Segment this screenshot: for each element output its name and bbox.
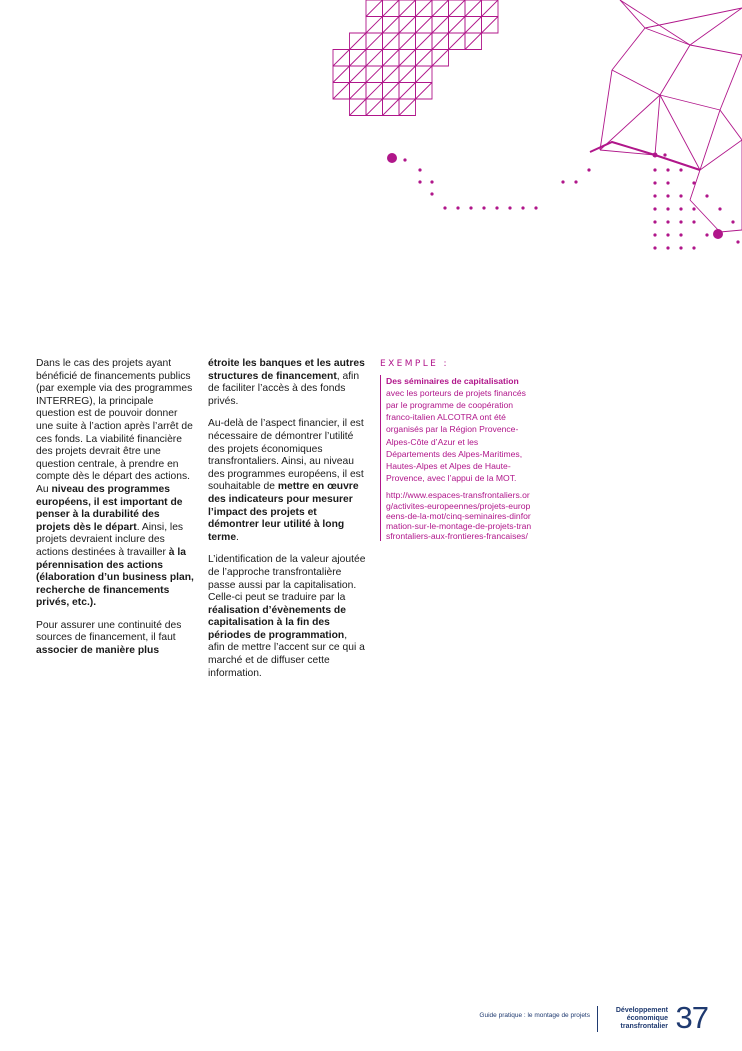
pattern-dot bbox=[653, 233, 656, 236]
network-edge bbox=[690, 200, 720, 232]
network-edge bbox=[612, 28, 645, 70]
pattern-dot bbox=[443, 206, 446, 209]
pattern-dot bbox=[653, 181, 656, 184]
pattern-dot bbox=[713, 229, 723, 239]
footer-divider bbox=[597, 1006, 598, 1032]
network-edge bbox=[690, 170, 700, 200]
pattern-dot bbox=[561, 180, 564, 183]
pattern-dot bbox=[705, 194, 708, 197]
pattern-dot bbox=[666, 220, 669, 223]
grid-triangle bbox=[350, 99, 367, 116]
grid-triangle bbox=[383, 50, 400, 67]
pattern-dot bbox=[692, 181, 695, 184]
grid-triangle bbox=[350, 83, 367, 100]
decorative-geometric-pattern bbox=[0, 0, 742, 280]
pattern-dot bbox=[418, 168, 421, 171]
network-edge bbox=[720, 55, 742, 110]
example-title: EXEMPLE : bbox=[380, 359, 449, 369]
pattern-dot bbox=[430, 192, 433, 195]
bold-text: Des séminaires de capitalisation bbox=[386, 375, 519, 386]
bold-text: étroite les banques et les autres structures de financement bbox=[208, 358, 365, 382]
pattern-dot bbox=[430, 180, 433, 183]
text-run: , afin de mettre l’accent sur ce qui a marché et de diffuser cette information. bbox=[208, 629, 365, 679]
grid-triangle bbox=[366, 99, 383, 116]
text-run: . Ainsi, les projets devraient inclure des actions destinées à travailler bbox=[36, 521, 184, 558]
network-edge bbox=[612, 70, 660, 95]
network-edge bbox=[690, 45, 742, 55]
pattern-dot bbox=[387, 153, 397, 163]
pattern-dot bbox=[666, 168, 669, 171]
pattern-dot bbox=[666, 194, 669, 197]
pattern-dot bbox=[653, 194, 656, 197]
grid-triangle bbox=[333, 66, 350, 83]
grid-triangle bbox=[399, 33, 416, 50]
text-run: avec les porteurs de projets financés par le programme de coopération franco-italien ALCOTRA ont été organisés par la Région Provence-Alpes-Côte d’Azur et les Départements des Alpes-Maritimes, Hautes-Alpes et Alpes de Haute-Provence, avec l’appui de la MOT. bbox=[386, 387, 526, 484]
bold-text: réalisation d’évènements de capitalisation à la fin des périodes de programmation bbox=[208, 604, 346, 641]
grid-triangle bbox=[366, 17, 383, 34]
grid-triangle bbox=[432, 50, 449, 67]
grid-triangle bbox=[383, 17, 400, 34]
grid-triangle bbox=[465, 33, 482, 50]
grid-triangle bbox=[350, 50, 367, 67]
network-edge bbox=[600, 95, 660, 150]
grid-triangle bbox=[333, 83, 350, 100]
pattern-dot bbox=[736, 240, 739, 243]
text-run: Dans le cas des projets ayant bénéficié de financements publics (par exemple via des programmes INTERREG), la principale question est de pouvoir donner une suite à l’action après l’arrêt de ces fonds. La viabilité financière des projets devrait être une question centrale, à prendre en compte dès le départ des actions. bbox=[36, 358, 193, 483]
pattern-dot bbox=[692, 246, 695, 249]
example-link[interactable]: http://www.espaces-transfrontaliers.org/activites-europeennes/projets-europeens-de-la-mot/cinq-seminaires-dinformation-sur-le-montage-de-projets-transfrontaliers-aux-frontieres-francaises/ bbox=[386, 490, 532, 542]
pattern-dot bbox=[482, 206, 485, 209]
grid-triangle bbox=[416, 50, 433, 67]
grid-triangle bbox=[449, 33, 466, 50]
pattern-dot bbox=[679, 220, 682, 223]
paragraph bbox=[208, 358, 366, 408]
network-edge bbox=[590, 142, 700, 170]
pattern-dot bbox=[666, 207, 669, 210]
network-edge bbox=[660, 45, 690, 95]
footer-section-line: Développement bbox=[615, 1007, 668, 1014]
text-run: , afin de faciliter l’accès à des fonds privés. bbox=[208, 370, 360, 407]
grid-triangle bbox=[465, 17, 482, 34]
pattern-dot bbox=[653, 220, 656, 223]
grid-triangle bbox=[399, 99, 416, 116]
grid-triangle bbox=[350, 33, 367, 50]
pattern-dot bbox=[456, 206, 459, 209]
grid-triangle bbox=[383, 33, 400, 50]
grid-triangle bbox=[416, 17, 433, 34]
grid-triangle bbox=[416, 83, 433, 100]
pattern-dot bbox=[574, 180, 577, 183]
grid-triangle bbox=[383, 66, 400, 83]
grid-triangle bbox=[399, 0, 416, 17]
pattern-dot bbox=[679, 246, 682, 249]
pattern-dot bbox=[679, 207, 682, 210]
grid-triangle bbox=[416, 0, 433, 17]
pattern-dot bbox=[679, 233, 682, 236]
network-edge bbox=[655, 95, 660, 155]
network-edge bbox=[720, 230, 742, 232]
text-column-1 bbox=[36, 358, 194, 668]
example-box bbox=[380, 358, 532, 547]
grid-triangle bbox=[449, 0, 466, 17]
pattern-dot bbox=[731, 220, 734, 223]
grid-triangle bbox=[383, 0, 400, 17]
pattern-dot bbox=[469, 206, 472, 209]
grid-triangle bbox=[432, 17, 449, 34]
grid-triangle bbox=[482, 17, 499, 34]
grid-triangle bbox=[449, 17, 466, 34]
pattern-dot bbox=[521, 206, 524, 209]
grid-triangle bbox=[383, 99, 400, 116]
grid-triangle bbox=[366, 66, 383, 83]
text-run: L’identification de la valeur ajoutée de l’approche transfrontalière passe aussi par la capitalisation. Celle-ci peut se traduire par la bbox=[208, 554, 366, 604]
pattern-dot bbox=[663, 153, 666, 156]
pattern-dot bbox=[666, 181, 669, 184]
network-edge bbox=[700, 110, 720, 170]
text-run: Au-delà de l’aspect financier, il est nécessaire de démontrer l’utilité des projets économiques transfrontaliers. Ainsi, au niveau des programmes européens, il est souhaitable de bbox=[208, 418, 364, 493]
grid-triangle bbox=[432, 33, 449, 50]
paragraph bbox=[36, 620, 194, 658]
paragraph bbox=[208, 554, 366, 680]
footer-section-line: transfrontalier bbox=[620, 1023, 668, 1030]
text-column-2 bbox=[208, 358, 366, 690]
page-footer bbox=[0, 1000, 742, 1040]
network-edge bbox=[700, 140, 742, 170]
grid-triangle bbox=[416, 66, 433, 83]
pattern-dot bbox=[679, 194, 682, 197]
pattern-dot bbox=[587, 168, 590, 171]
pattern-dot bbox=[666, 246, 669, 249]
grid-triangle bbox=[399, 17, 416, 34]
grid-triangle bbox=[350, 66, 367, 83]
pattern-dot bbox=[495, 206, 498, 209]
example-body bbox=[380, 375, 532, 542]
pattern-dot bbox=[653, 207, 656, 210]
text-run: Pour assurer une continuité des sources de financement, il faut bbox=[36, 619, 182, 644]
grid-triangle bbox=[432, 0, 449, 17]
grid-triangle bbox=[383, 83, 400, 100]
grid-triangle bbox=[366, 33, 383, 50]
grid-triangle bbox=[399, 83, 416, 100]
pattern-dot bbox=[718, 207, 721, 210]
footer-section-line: économique bbox=[626, 1015, 668, 1022]
grid-triangle bbox=[366, 83, 383, 100]
network-edge bbox=[720, 110, 742, 140]
pattern-dot bbox=[705, 233, 708, 236]
network-edge bbox=[600, 70, 612, 150]
pattern-dot bbox=[653, 168, 656, 171]
pattern-dot bbox=[679, 168, 682, 171]
pattern-dot bbox=[692, 220, 695, 223]
footer-section-title bbox=[616, 1007, 668, 1031]
bold-text: mettre en œuvre des indicateurs pour mesurer l’impact des projets et démontrer leur utilité à long terme bbox=[208, 481, 359, 543]
paragraph bbox=[208, 418, 366, 544]
text-run: Au bbox=[36, 483, 52, 495]
pattern-dot bbox=[692, 207, 695, 210]
bold-text: associer de manière plus bbox=[36, 645, 160, 657]
pattern-dot bbox=[508, 206, 511, 209]
pattern-dot bbox=[418, 180, 421, 183]
grid-triangle bbox=[465, 0, 482, 17]
network-edge bbox=[620, 0, 690, 45]
paragraph bbox=[36, 358, 194, 610]
network-edge bbox=[660, 95, 720, 110]
grid-triangle bbox=[366, 0, 383, 17]
grid-triangle bbox=[399, 50, 416, 67]
pattern-dot bbox=[653, 153, 658, 158]
bold-text: niveau des programmes européens, il est important de penser à la durabilité des projets dès le départ bbox=[36, 483, 183, 533]
pattern-dot bbox=[534, 206, 537, 209]
footer-guide-title: Guide pratique : le montage de projets bbox=[479, 1012, 590, 1019]
grid-triangle bbox=[482, 0, 499, 17]
pattern-dot bbox=[653, 246, 656, 249]
pattern-dot bbox=[403, 158, 406, 161]
page-number: 37 bbox=[675, 1000, 708, 1035]
example-text bbox=[386, 375, 532, 485]
pattern-dot bbox=[666, 233, 669, 236]
bold-text: à la pérennisation des actions (élaboration d’un business plan, recherche de financements privés, etc.). bbox=[36, 546, 194, 609]
grid-triangle bbox=[416, 33, 433, 50]
grid-triangle bbox=[366, 50, 383, 67]
text-run: . bbox=[236, 531, 239, 543]
grid-triangle bbox=[399, 66, 416, 83]
grid-triangle bbox=[333, 50, 350, 67]
